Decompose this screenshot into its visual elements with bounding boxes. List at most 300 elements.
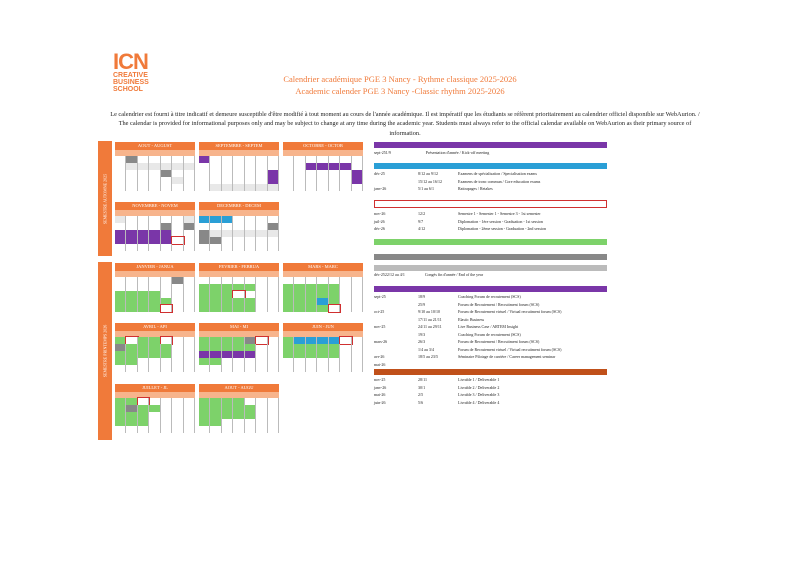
day-cell [199,426,210,433]
day-cell [340,284,351,291]
day-cell [233,398,244,405]
month-grid [115,384,195,433]
spring-semester-bar [98,262,112,440]
day-cells [115,398,195,433]
day-cell [126,419,137,426]
day-cell [199,230,210,237]
day-cell [340,298,351,305]
day-cell [340,337,351,344]
day-cell [149,237,160,244]
day-cell [199,398,210,405]
day-cell [172,298,183,305]
day-cell [138,223,149,230]
day-cell [256,337,267,344]
holiday-row [374,272,607,278]
day-cell [210,184,221,191]
day-cell [306,291,317,298]
day-cell [317,365,328,372]
day-cell [138,177,149,184]
day-cell [210,365,221,372]
day-cell [233,284,244,291]
day-cell [126,426,137,433]
day-cell [184,223,195,230]
day-cell [256,244,267,251]
day-cell [161,244,172,251]
month-header: SEPTEMBRE - SEPTEM [199,142,279,150]
day-cell [317,351,328,358]
day-cell [233,365,244,372]
day-cell [245,216,256,223]
day-cell [245,305,256,312]
day-cell [115,163,126,170]
day-cell [245,177,256,184]
day-cell [317,277,328,284]
day-cell [172,184,183,191]
day-cell [256,170,267,177]
day-cell [245,170,256,177]
day-cell [172,177,183,184]
day-cell [283,184,294,191]
deliverable-period: 5/6 [418,399,424,405]
career-period: 18/9 [418,294,426,299]
day-cell [268,405,279,412]
day-cell [126,170,137,177]
day-cell [161,223,172,230]
day-cell [172,170,183,177]
day-cell [256,412,267,419]
day-cell [115,298,126,305]
day-cell [306,163,317,170]
day-cell [138,405,149,412]
day-cell [233,344,244,351]
day-cell [184,291,195,298]
day-cell [340,156,351,163]
day-cell [115,351,126,358]
deliverable-row [374,399,607,407]
day-cell [352,305,363,312]
day-cell [268,358,279,365]
day-cell [306,298,317,305]
career-desc: Coaching Forum de recrutement (SCS) [458,331,521,337]
exam-row [374,170,607,178]
day-cell [161,237,172,244]
day-cell [138,170,149,177]
day-cell [161,216,172,223]
day-cell [283,177,294,184]
day-cell [329,305,340,312]
day-cell [161,337,172,344]
day-cell [199,405,210,412]
day-cell [161,412,172,419]
day-cell [138,305,149,312]
day-cell [172,244,183,251]
day-cell [268,365,279,372]
day-cell [172,291,183,298]
day-cell [268,184,279,191]
day-cells [199,156,279,191]
day-cell [283,305,294,312]
day-cell [199,170,210,177]
day-cell [222,156,233,163]
exam-period: 8/12 au 9/12 [418,171,438,176]
career-desc: Forum de Recrutement virtuel / Virtual recruitment forum (SCS) [458,346,562,352]
month-header: MAI - MI [199,323,279,331]
day-cell [210,298,221,305]
day-cell [317,184,328,191]
day-cell [126,298,137,305]
day-cell [306,177,317,184]
day-cell [245,344,256,351]
day-cell [268,237,279,244]
deliverable-period: 30/1 [418,384,426,390]
day-cell [115,291,126,298]
day-cell [233,277,244,284]
day-cell [210,177,221,184]
day-cell [199,163,210,170]
career-date: mars-26 [374,339,388,344]
day-cell [149,358,160,365]
day-cell [161,365,172,372]
graduation-row [374,225,607,233]
deliverable-date: nov-25 [374,377,386,382]
day-cell [329,344,340,351]
day-cell [294,351,305,358]
day-cell [210,237,221,244]
day-cell [283,163,294,170]
day-cell [172,216,183,223]
career-row [374,293,607,301]
day-cell [115,244,126,251]
day-cell [245,184,256,191]
day-cell [245,163,256,170]
day-cells [283,337,363,372]
graduation-desc: Diplomation - 2ème session - Graduation - 2nd session [458,226,546,231]
day-cell [126,398,137,405]
day-cell [233,216,244,223]
day-cell [199,284,210,291]
day-cells [115,216,195,251]
day-cell [115,156,126,163]
day-cell [115,337,126,344]
day-cells [115,156,195,191]
day-cell [149,277,160,284]
day-cell [256,216,267,223]
day-cell [161,170,172,177]
day-cell [126,156,137,163]
day-cell [256,156,267,163]
day-cell [294,291,305,298]
day-cell [115,412,126,419]
day-cell [245,358,256,365]
day-cell [115,426,126,433]
day-cell [115,230,126,237]
day-cell [256,358,267,365]
day-cell [256,184,267,191]
day-cell [210,412,221,419]
deliverable-desc: Livrable 2 / Deliverable 2 [458,384,500,390]
day-cell [138,398,149,405]
day-cell [184,170,195,177]
day-cell [161,405,172,412]
exam-period: 5/1 au 6/1 [418,186,434,191]
day-cell [126,163,137,170]
day-cell [199,358,210,365]
day-cell [306,344,317,351]
day-cell [149,344,160,351]
day-cell [306,351,317,358]
day-cell [352,298,363,305]
month-header: DECEMBRE - DECEM [199,202,279,210]
day-cell [352,184,363,191]
day-cell [126,230,137,237]
day-cell [222,170,233,177]
day-cell [268,177,279,184]
day-cell [184,426,195,433]
logo-business: BUSINESS [113,79,149,86]
day-cell [199,216,210,223]
deliverable-desc: Livrable 3 / Deliverable 3 [458,392,500,397]
day-cell [222,398,233,405]
month-header: JUIN - JUN [283,323,363,331]
day-cell [126,365,137,372]
day-cell [184,412,195,419]
day-cell [233,237,244,244]
day-cell [184,277,195,284]
legend-bar-purple [374,142,607,148]
logo-school: SCHOOL [113,86,143,93]
month-grid [283,142,363,191]
day-cell [149,305,160,312]
day-cell [199,237,210,244]
day-cell [138,344,149,351]
day-cell [340,305,351,312]
day-cell [283,358,294,365]
day-cell [161,156,172,163]
career-date: mai-26 [374,361,386,367]
kickoff-date: sept-25 [374,150,386,155]
day-cell [268,426,279,433]
day-cell [317,284,328,291]
day-cell [268,398,279,405]
day-cell [317,163,328,170]
month-header: JANVIER - JANUA [115,263,195,271]
legend-bar-blue [374,163,607,169]
day-cell [329,351,340,358]
day-cell [138,277,149,284]
day-cell [256,223,267,230]
day-cells [199,337,279,372]
day-cell [126,284,137,291]
graduation-desc: Semestre 1 - Semester 1 - Semestre 3 - 1st semester [458,211,541,216]
month-grid [283,323,363,372]
graduation-date: juil-26 [374,218,385,224]
month-grid [199,323,279,372]
exam-desc: Examens de spécialisation / Specialisation exams [458,171,537,176]
day-cell [233,305,244,312]
day-cell [149,156,160,163]
day-cell [256,426,267,433]
deliverable-period: 2/5 [418,392,424,397]
day-cell [340,170,351,177]
day-cell [294,277,305,284]
day-cell [317,291,328,298]
day-cell [294,365,305,372]
month-grid [115,263,195,312]
day-cell [340,351,351,358]
career-desc: Coaching Forum de recrutement (SCS) [458,294,521,299]
day-cell [340,177,351,184]
career-period: 18/5 au 23/5 [418,354,438,359]
day-cell [222,216,233,223]
day-cell [222,177,233,184]
day-cell [256,163,267,170]
day-cell [172,284,183,291]
career-period: 26/3 [418,339,426,344]
legend-bar-purple-2 [374,286,607,292]
day-cell [233,412,244,419]
day-cell [199,223,210,230]
day-cell [222,426,233,433]
day-cell [329,277,340,284]
day-cell [161,163,172,170]
graduation-date: déc-26 [374,226,385,231]
day-cell [268,163,279,170]
day-cell [317,337,328,344]
day-cell [268,419,279,426]
day-cell [184,230,195,237]
day-cell [233,244,244,251]
legend-bar-green [374,239,607,245]
day-cell [340,358,351,365]
day-cell [149,405,160,412]
day-cell [184,163,195,170]
exam-row [374,185,607,193]
day-cell [233,230,244,237]
career-period: 19/3 [418,331,426,337]
day-cell [222,405,233,412]
day-cell [245,230,256,237]
day-cell [138,291,149,298]
day-cell [256,277,267,284]
deliverable-date: juin-26 [374,399,386,405]
career-period: 1/4 au 3/4 [418,346,434,352]
career-desc: Live Business Case / ARTEM Insight [458,324,519,329]
career-period: 17/11 au 21/11 [418,316,442,322]
day-cell [161,305,172,312]
exam-period: 15/12 au 16/12 [418,178,442,184]
day-cell [317,358,328,365]
career-desc: Forum de Recrutement / Recruitment forum (SCS) [458,339,540,344]
day-cell [199,244,210,251]
day-cell [283,351,294,358]
day-cell [256,298,267,305]
day-cell [294,337,305,344]
day-cell [149,177,160,184]
day-cell [149,337,160,344]
day-cell [283,298,294,305]
day-cell [268,291,279,298]
day-cell [306,170,317,177]
career-row [374,316,607,324]
day-cell [149,163,160,170]
page-title [0,73,800,97]
day-cell [352,358,363,365]
day-cell [222,344,233,351]
day-cell [210,230,221,237]
holiday-desc: Congés fin d'année / End of the year [424,272,484,277]
day-cell [306,284,317,291]
day-cell [294,358,305,365]
day-cell [268,344,279,351]
day-cell [199,305,210,312]
day-cell [184,184,195,191]
day-cell [161,351,172,358]
graduation-period: 9/7 [418,218,424,224]
day-cell [283,277,294,284]
graduation-row [374,218,607,226]
day-cell [306,305,317,312]
day-cell [149,284,160,291]
day-cell [222,412,233,419]
day-cell [306,337,317,344]
day-cell [115,365,126,372]
graduation-desc: Diplomation - 1ère session - Graduation - 1st session [458,218,543,224]
day-cell [126,344,137,351]
day-cell [329,284,340,291]
day-cell [115,184,126,191]
day-cell [172,156,183,163]
day-cell [352,177,363,184]
day-cell [283,284,294,291]
day-cell [199,177,210,184]
graduation-period: 4/12 [418,226,426,231]
kickoff-period: 1/9 [385,150,391,155]
graduation-period: 12/2 [418,211,426,216]
kickoff-row [374,150,607,156]
day-cell [222,365,233,372]
legend-bar-grey [374,254,607,260]
day-cell [184,284,195,291]
day-cell [268,284,279,291]
month-header: AVRIL - API [115,323,195,331]
day-cell [199,344,210,351]
day-cell [138,419,149,426]
title-en: Academic calender PGE 3 Nancy -Classic rhythm 2025-2026 [295,86,505,96]
day-cell [138,230,149,237]
day-cell [161,277,172,284]
legend-bar-brown [374,369,607,375]
day-cell [222,223,233,230]
day-cell [329,170,340,177]
career-date: oct-25 [374,309,385,314]
day-cell [268,298,279,305]
day-cell [172,223,183,230]
day-cell [256,177,267,184]
day-cell [352,344,363,351]
day-cell [210,156,221,163]
deliverable-desc: Livrable 1 / Deliverable 1 [458,377,500,382]
month-header: JUILLET - JL [115,384,195,392]
day-cell [245,237,256,244]
day-cell [161,298,172,305]
career-period: 9/10 au 10/10 [418,309,440,314]
day-cells [283,277,363,312]
day-cell [245,284,256,291]
day-cell [138,284,149,291]
day-cell [199,419,210,426]
exam-date: janv-26 [374,186,387,191]
day-cell [149,216,160,223]
